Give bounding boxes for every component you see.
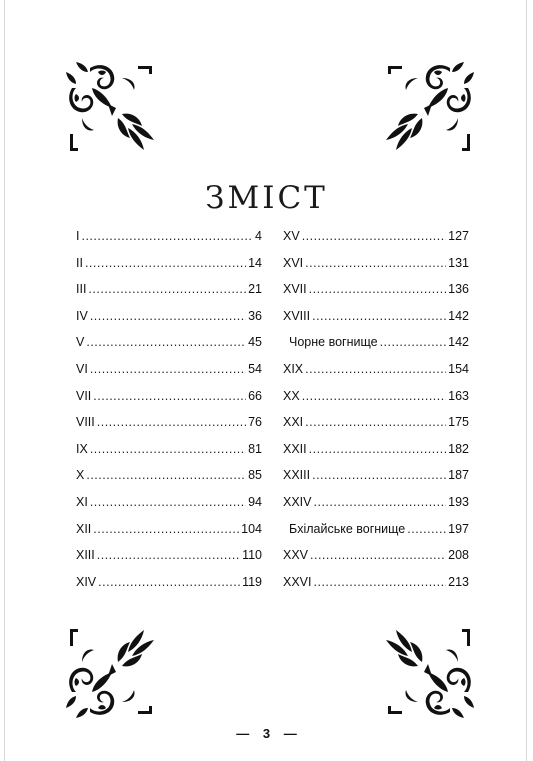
page-title: ЗМІСТ [205, 180, 328, 216]
toc-leader-dots [309, 282, 447, 296]
toc-entry-page: 142 [448, 308, 469, 323]
toc-entry[interactable] [76, 389, 262, 416]
toc-entry-page: 94 [248, 494, 262, 509]
toc-entry-label: XIII [76, 548, 95, 563]
toc-entry-label: XXII [283, 441, 307, 456]
toc-leader-dots [302, 389, 446, 403]
toc-entry-page: 81 [248, 441, 262, 456]
toc-entry[interactable] [283, 389, 469, 416]
corner-ornament-icon [378, 58, 478, 162]
toc-entry[interactable] [283, 522, 469, 549]
toc-entry-page: 85 [248, 468, 262, 483]
toc-entry-label: XIX [283, 361, 304, 376]
toc-entry-label: XII [76, 521, 92, 536]
toc-entry-page: 119 [242, 574, 262, 589]
toc-entry-page: 54 [248, 361, 262, 376]
toc-leader-dots [86, 468, 246, 482]
toc-entry[interactable] [76, 362, 262, 389]
toc-entry-page: 4 [255, 229, 262, 243]
toc-entry-label: Бхілайське вогнище [289, 521, 406, 536]
toc-entry[interactable] [76, 442, 262, 469]
toc-entry[interactable] [283, 335, 469, 362]
toc-entry-label: XI [76, 494, 88, 509]
toc-entry[interactable] [76, 229, 262, 256]
toc-entry-label: X [76, 468, 85, 483]
toc-entry-label: XV [283, 229, 300, 243]
toc-entry-label: VIII [76, 415, 95, 430]
toc-leader-dots [312, 309, 446, 323]
toc-column-left [76, 229, 262, 601]
toc-entry-label: XXIII [283, 468, 311, 483]
toc-leader-dots [310, 548, 446, 562]
page-footer [0, 726, 533, 741]
toc-entry[interactable] [76, 256, 262, 283]
toc-leader-dots [93, 389, 246, 403]
toc-entry[interactable] [76, 415, 262, 442]
toc-entry-page: 163 [448, 388, 469, 403]
toc-entry-label: XXIV [283, 494, 312, 509]
toc-entry-page: 154 [448, 361, 469, 376]
toc-entry-label: II [76, 255, 83, 270]
toc-entry-label: I [76, 229, 80, 243]
toc-leader-dots [90, 309, 246, 323]
toc-entry-label: XVIII [283, 308, 311, 323]
corner-ornament-icon [62, 58, 162, 162]
toc-entry-page: 36 [248, 308, 262, 323]
toc-leader-dots [309, 442, 447, 456]
toc-leader-dots [86, 335, 246, 349]
page-number: 3 [262, 726, 271, 741]
toc-entry[interactable] [283, 442, 469, 469]
toc-entry[interactable] [76, 282, 262, 309]
toc-leader-dots [90, 442, 246, 456]
toc-entry-page: 187 [448, 468, 469, 483]
toc-entry[interactable] [283, 256, 469, 283]
toc-leader-dots [302, 229, 446, 243]
toc-entry-label: XXV [283, 548, 309, 563]
toc-entry-label: V [76, 335, 85, 350]
toc-entry[interactable] [283, 495, 469, 522]
toc-entry-label: XIV [76, 574, 97, 589]
toc-entry-label: XX [283, 388, 300, 403]
toc-leader-dots [88, 282, 246, 296]
toc-entry-page: 127 [448, 229, 469, 243]
toc-leader-dots [305, 256, 446, 270]
toc-entry[interactable] [76, 522, 262, 549]
toc-leader-dots [407, 522, 446, 536]
toc-entry-label: IX [76, 441, 88, 456]
toc-entry-page: 66 [248, 388, 262, 403]
toc-entry-page: 175 [448, 415, 469, 430]
toc-entry[interactable] [76, 495, 262, 522]
toc-entry[interactable] [76, 575, 262, 602]
toc-entry-label: VII [76, 388, 92, 403]
toc-entry-label: XXVI [283, 574, 312, 589]
toc-entry-label: III [76, 282, 87, 297]
toc-leader-dots [85, 256, 246, 270]
footer-dash-left: — [236, 726, 250, 741]
toc-leader-dots [97, 548, 240, 562]
toc-leader-dots [305, 415, 446, 429]
toc-entry[interactable] [283, 362, 469, 389]
toc-entry[interactable] [76, 309, 262, 336]
toc-leader-dots [81, 229, 253, 243]
toc-entry[interactable] [283, 468, 469, 495]
toc-leader-dots [90, 495, 246, 509]
toc-entry-label: XVII [283, 282, 307, 297]
toc-entry-label: Чорне вогнище [289, 335, 378, 350]
toc-entry[interactable] [76, 335, 262, 362]
toc-entry-page: 182 [448, 441, 469, 456]
toc-leader-dots [93, 522, 239, 536]
toc-entry-page: 104 [241, 521, 262, 536]
toc-leader-dots [98, 575, 240, 589]
toc-entry[interactable] [283, 309, 469, 336]
toc-entry[interactable] [283, 415, 469, 442]
toc-entry-page: 21 [248, 282, 262, 297]
toc-entry-page: 142 [448, 335, 469, 350]
toc-leader-dots [305, 362, 446, 376]
toc-entry[interactable] [283, 282, 469, 309]
toc-entry-page: 45 [248, 335, 262, 350]
corner-ornament-icon [378, 618, 478, 722]
toc-entry-page: 208 [448, 548, 469, 563]
corner-ornament-icon [62, 618, 162, 722]
toc-entry-page: 110 [242, 548, 262, 563]
toc-entry[interactable] [283, 575, 469, 602]
toc-leader-dots [314, 575, 447, 589]
toc-column-right [283, 229, 469, 601]
toc-entry-page: 76 [248, 415, 262, 430]
toc-entry-page: 131 [448, 255, 469, 270]
toc-leader-dots [312, 468, 446, 482]
toc-entry[interactable] [76, 468, 262, 495]
toc-entry[interactable] [283, 548, 469, 575]
toc-leader-dots [97, 415, 246, 429]
toc-entry-label: VI [76, 361, 88, 376]
toc-entry-page: 14 [248, 255, 262, 270]
toc-entry-label: XVI [283, 255, 304, 270]
toc-entry[interactable] [76, 548, 262, 575]
toc-entry-page: 136 [448, 282, 469, 297]
footer-dash-right: — [283, 726, 297, 741]
toc-leader-dots [380, 335, 447, 349]
toc-entry-page: 193 [448, 494, 469, 509]
toc-entry-page: 197 [448, 521, 469, 536]
toc-entry-page: 213 [448, 574, 469, 589]
toc-leader-dots [314, 495, 447, 509]
toc-leader-dots [90, 362, 246, 376]
toc-entry[interactable] [283, 229, 469, 256]
toc-entry-label: XXI [283, 415, 304, 430]
toc-entry-label: IV [76, 308, 88, 323]
